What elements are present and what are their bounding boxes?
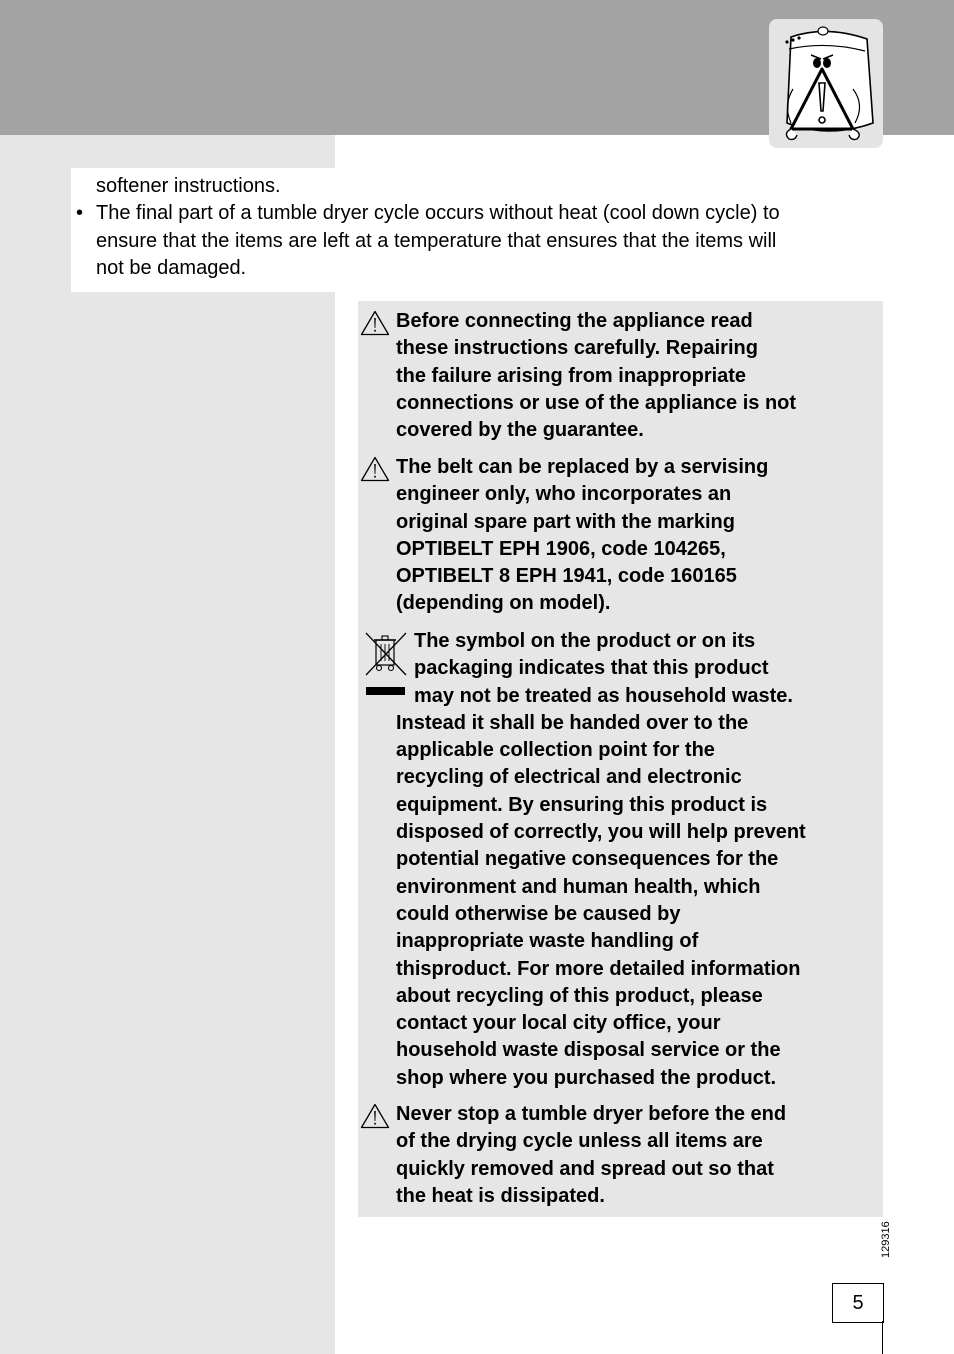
- note-line: quickly removed and spread out so that: [396, 1157, 774, 1180]
- left-margin-column: [0, 135, 335, 1354]
- note-line: OPTIBELT 8 EPH 1941, code 160165: [396, 565, 737, 588]
- warning-note-connection: [396, 308, 876, 444]
- note-line: recycling of electrical and electronic: [396, 766, 742, 789]
- note-line: equipment. By ensuring this product is: [396, 793, 768, 816]
- note-line: packaging indicates that this product: [414, 657, 769, 680]
- bullet-line: The final part of a tumble dryer cycle occurs without heat (cool down cycle) to: [96, 202, 780, 225]
- note-line: thisproduct. For more detailed information: [396, 957, 801, 980]
- page-rule: [882, 1321, 883, 1354]
- note-line: may not be treated as household waste.: [414, 684, 793, 707]
- note-line: environment and human health, which: [396, 875, 761, 898]
- note-line: contact your local city office, your: [396, 1012, 721, 1035]
- warning-note-stop-cycle: [396, 1101, 876, 1210]
- warning-triangle-icon: [360, 1103, 390, 1129]
- warning-mascot-icon: [769, 19, 883, 148]
- bullet-item: [76, 200, 886, 282]
- bullet-dot: •: [76, 202, 84, 225]
- note-line: disposed of correctly, you will help prevent: [396, 821, 806, 844]
- note-line: could otherwise be caused by: [396, 902, 681, 925]
- note-line: covered by the guarantee.: [396, 419, 644, 442]
- note-line: about recycling of this product, please: [396, 984, 763, 1007]
- note-line: The belt can be replaced by a servising: [396, 456, 769, 478]
- note-line: Before connecting the appliance read: [396, 310, 753, 332]
- recycling-note: [396, 628, 876, 1092]
- page-number: 5: [832, 1283, 884, 1323]
- note-line: household waste disposal service or the: [396, 1039, 781, 1062]
- note-line: of the drying cycle unless all items are: [396, 1130, 763, 1153]
- note-line: engineer only, who incorporates an: [396, 483, 732, 506]
- note-line: Never stop a tumble dryer before the end: [396, 1103, 787, 1125]
- bullet-line: ensure that the items are left at a temperature that ensures that the items will: [96, 229, 777, 252]
- weee-bar: [366, 687, 405, 695]
- note-line: (depending on model).: [396, 592, 611, 615]
- warning-triangle-icon: [360, 310, 390, 336]
- bullet-line: not be damaged.: [96, 257, 247, 280]
- note-line: inappropriate waste handling of: [396, 930, 699, 953]
- note-line: OPTIBELT EPH 1906, code 104265,: [396, 537, 726, 560]
- note-line: Instead it shall be handed over to the: [396, 711, 749, 734]
- note-line: the heat is dissipated.: [396, 1184, 605, 1207]
- intro-continuation: softener instructions.: [96, 175, 281, 197]
- note-line: original spare part with the marking: [396, 510, 735, 533]
- document-code: 129316: [880, 1221, 892, 1258]
- note-line: potential negative consequences for the: [396, 848, 779, 871]
- intro-text: [76, 173, 886, 283]
- note-line: these instructions carefully. Repairing: [396, 337, 758, 360]
- crossed-bin-icon: [362, 629, 410, 677]
- note-line: the failure arising from inappropriate: [396, 364, 747, 387]
- note-line: shop where you purchased the product.: [396, 1066, 777, 1089]
- warning-triangle-icon: [360, 456, 390, 482]
- note-line: The symbol on the product or on its: [414, 630, 756, 652]
- warning-note-belt: [396, 454, 876, 618]
- note-line: connections or use of the appliance is not: [396, 391, 797, 414]
- note-line: applicable collection point for the: [396, 739, 715, 762]
